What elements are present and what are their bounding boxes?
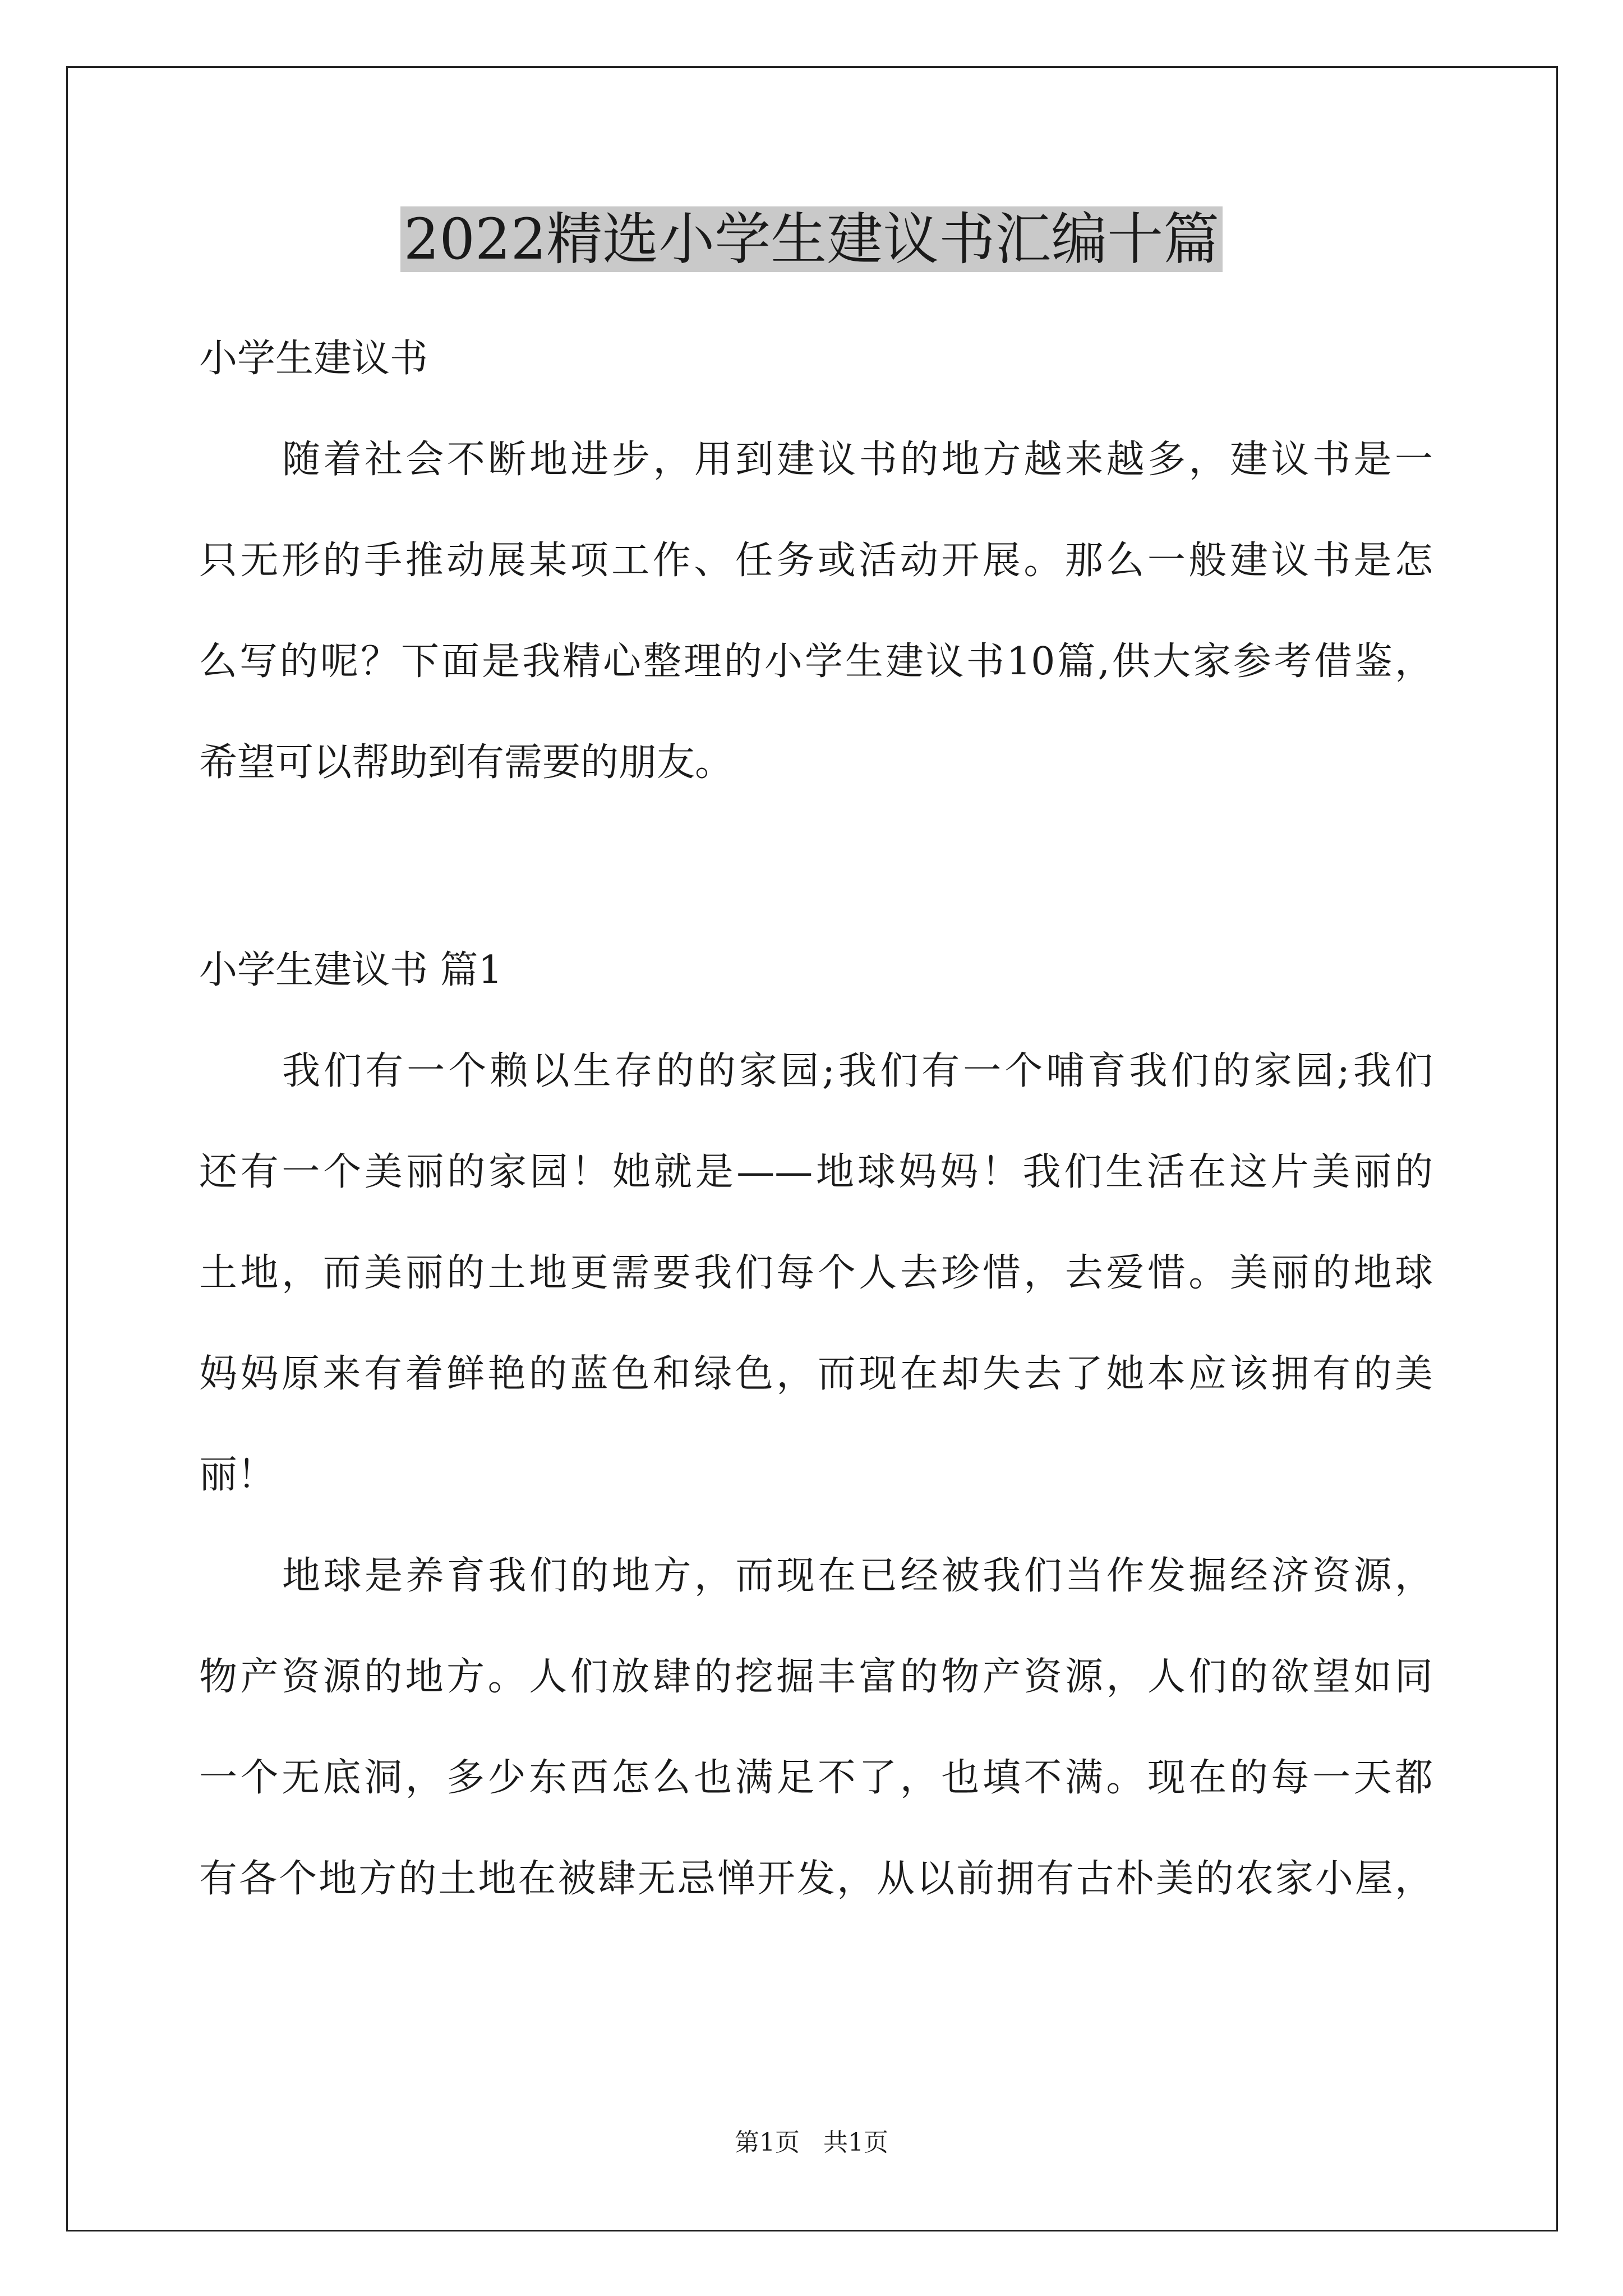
section1-para2-line-3: 一个无底洞，多少东西怎么也满足不了，也填不满。现在的每一天都	[199, 1756, 1433, 1800]
intro-line-3: 么写的呢？下面是我精心整理的小学生建议书10篇,供大家参考借鉴，	[199, 639, 1433, 684]
section1-para2-line-4: 有各个地方的土地在被肆无忌惮开发，从以前拥有古朴美的农家小屋，	[199, 1857, 1433, 1901]
document-title: 2022精选小学生建议书汇编十篇	[0, 197, 1623, 282]
section1-para2-line-1: 地球是养育我们的地方，而现在已经被我们当作发掘经济资源，	[282, 1554, 1433, 1598]
section1-para1-line-1: 我们有一个赖以生存的的家园;我们有一个哺育我们的家园;我们	[282, 1049, 1433, 1093]
intro-line-4: 希望可以帮助到有需要的朋友。	[199, 740, 734, 785]
intro-line-2: 只无形的手推动展某项工作、任务或活动开展。那么一般建议书是怎	[199, 539, 1433, 583]
intro-line-1: 随着社会不断地进步，用到建议书的地方越来越多，建议书是一	[282, 438, 1433, 482]
section1-para2-line-2: 物产资源的地方。人们放肆的挖掘丰富的物产资源，人们的欲望如同	[199, 1655, 1433, 1699]
intro-heading: 小学生建议书	[199, 337, 428, 381]
section1-para1-line-2: 还有一个美丽的家园！她就是——地球妈妈！我们生活在这片美丽的	[199, 1150, 1433, 1194]
section1-para1-line-5: 丽！	[199, 1453, 276, 1497]
section1-heading: 小学生建议书 篇1	[199, 948, 502, 992]
page-footer: 第1页 共1页	[735, 2128, 888, 2157]
section1-para1-line-4: 妈妈原来有着鲜艳的蓝色和绿色，而现在却失去了她本应该拥有的美	[199, 1352, 1433, 1396]
section1-para1-line-3: 土地，而美丽的土地更需要我们每个人去珍惜，去爱惜。美丽的地球	[199, 1251, 1433, 1295]
